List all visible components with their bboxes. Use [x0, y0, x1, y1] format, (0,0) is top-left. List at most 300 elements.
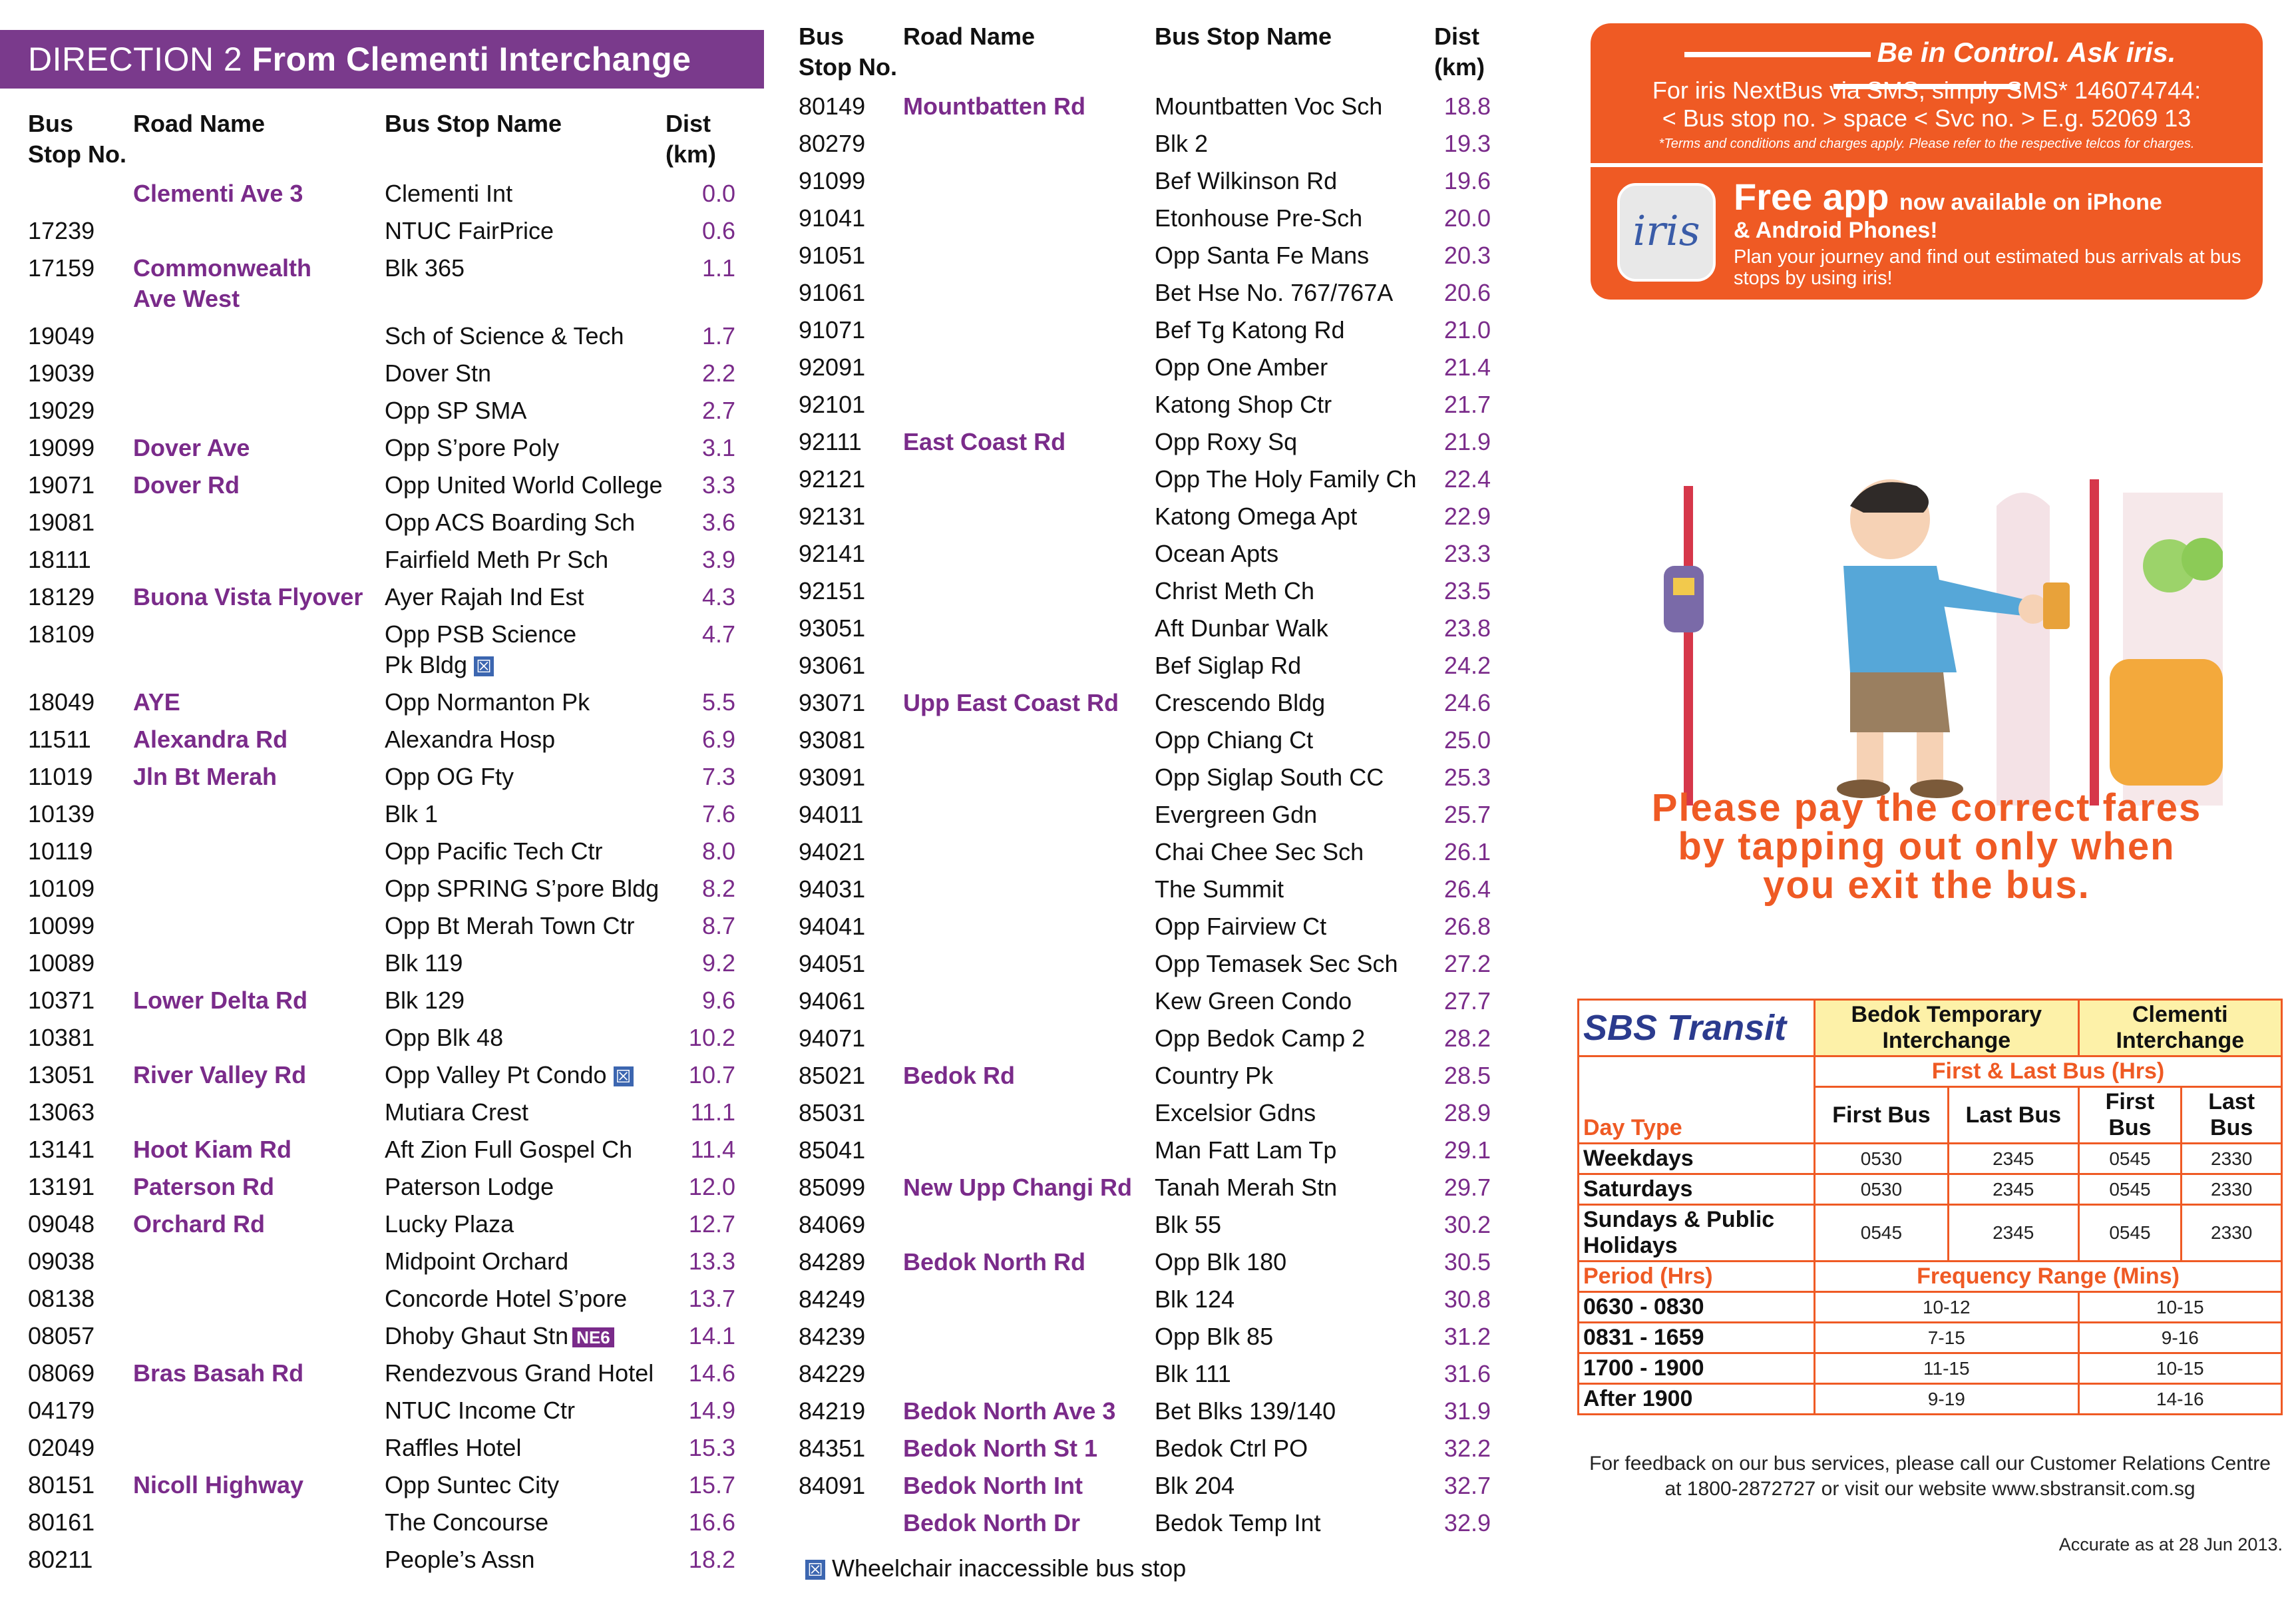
bus-stop-name: Opp Bedok Camp 2 [1155, 1025, 1366, 1052]
bus-stop-name: Opp Chiang Ct [1155, 726, 1314, 754]
road-name: Mountbatten Rd [903, 93, 1085, 120]
distance-km: 32.7 [1443, 1472, 1491, 1499]
fare-notice-line3: you exit the bus. [1763, 863, 2090, 907]
wheelchair-icon: ☒ [805, 1560, 825, 1580]
distance-km: 27.2 [1443, 950, 1491, 977]
distance-km: 3.9 [701, 546, 735, 573]
table-row [782, 1508, 1521, 1538]
table-row [782, 389, 1521, 420]
bus-stop-number: 94031 [799, 875, 866, 903]
frequency-cell: 10-12 [1815, 1292, 2079, 1323]
time-cell: 0545 [2078, 1144, 2182, 1174]
bus-stop-name: NTUC Income Ctr [385, 1397, 576, 1424]
table-row [782, 613, 1521, 644]
distance-km: 3.6 [701, 509, 735, 536]
frequency-heading: Frequency Range (Mins) [1815, 1262, 2282, 1292]
table-row [782, 1321, 1521, 1352]
iris-app-logo: iris [1617, 183, 1716, 282]
direction-title-bar [0, 30, 764, 89]
bus-stop-number: 80279 [799, 130, 866, 157]
distance-km: 23.8 [1443, 614, 1491, 642]
distance-km: 21.7 [1443, 391, 1491, 418]
distance-km: 16.6 [688, 1508, 735, 1536]
bus-stop-number: 92141 [799, 540, 866, 567]
road-name: Orchard Rd [133, 1210, 266, 1238]
bus-stop-name: Blk 55 [1155, 1211, 1222, 1238]
bus-stop-number: 84091 [799, 1472, 866, 1499]
bus-stop-number: 19049 [28, 322, 95, 349]
bus-stop-name: Aft Zion Full Gospel Ch [385, 1136, 633, 1163]
time-cell: 0545 [2078, 1174, 2182, 1205]
bus-stop-number: 91061 [799, 279, 866, 306]
road-name: AYE [133, 688, 180, 716]
table-row [0, 619, 772, 678]
distance-km: 11.1 [690, 1098, 735, 1126]
bus-stop-name: Opp SPRING S’pore Bldg [385, 875, 660, 902]
feedback-notice [1577, 1451, 2283, 1502]
col-bedok-interchange: Bedok Temporary Interchange [1815, 1000, 2079, 1056]
bus-stop-name: Opp S’pore Poly [385, 434, 560, 461]
iris-availability: now available on iPhone [1899, 190, 2162, 215]
frequency-cell: 9-16 [2078, 1323, 2281, 1353]
bus-stop-number: 94011 [799, 801, 864, 828]
bus-stop-name: Bet Hse No. 767/767A [1155, 279, 1394, 306]
table-row [782, 166, 1521, 196]
table-row [0, 985, 772, 1016]
frequency-cell: 10-15 [2078, 1353, 2281, 1384]
table-row [782, 762, 1521, 793]
bus-stop-name: Opp One Amber [1155, 353, 1328, 381]
wheelchair-legend [799, 1553, 1186, 1584]
iris-platforms: & Android Phones! [1734, 218, 1938, 243]
table-row [0, 1507, 772, 1538]
table-row [0, 1395, 772, 1426]
distance-km: 12.0 [688, 1173, 735, 1200]
bus-stop-number: 92091 [799, 353, 866, 381]
distance-km: 19.6 [1443, 167, 1491, 194]
bus-stop-number: 85021 [799, 1062, 866, 1089]
distance-km: 20.3 [1443, 242, 1491, 269]
distance-km: 0.6 [701, 217, 735, 244]
fare-notice-line2: by tapping out only when [1678, 825, 2176, 868]
bus-stop-number: 80161 [28, 1508, 95, 1536]
distance-km: 14.6 [688, 1359, 735, 1387]
bus-stop-number: 17159 [28, 254, 95, 282]
table-row [0, 433, 772, 463]
table-row [782, 576, 1521, 606]
bus-stop-number: 80149 [799, 93, 866, 120]
table-row [0, 545, 772, 575]
bus-stop-name: Dover Stn [385, 359, 492, 387]
bus-stop-name: Blk 119 [385, 949, 463, 977]
bus-stop-name: Midpoint Orchard [385, 1248, 569, 1275]
road-name: Bedok North Rd [903, 1248, 1085, 1275]
bus-stop-number: 93071 [799, 689, 866, 716]
table-row [782, 315, 1521, 346]
time-cell: 2330 [2182, 1144, 2282, 1174]
road-name: Upp East Coast Rd [903, 689, 1119, 716]
table-row [782, 278, 1521, 308]
bus-stop-number: 84351 [799, 1435, 866, 1462]
distance-km: 3.3 [701, 471, 735, 499]
distance-km: 20.0 [1443, 204, 1491, 232]
bus-stop-name: Opp Blk 180 [1155, 1248, 1287, 1275]
first-bus-header: First Bus [2078, 1087, 2182, 1144]
bus-stop-number: 93091 [799, 764, 866, 791]
bus-stop-name: Opp PSB Science Pk Bldg ☒ [385, 620, 577, 678]
bus-stop-name: Alexandra Hosp [385, 726, 556, 753]
road-name: Dover Rd [133, 471, 240, 499]
bus-stop-name: Opp OG Fty [385, 763, 514, 790]
bus-stop-number: 10371 [28, 987, 95, 1014]
period-row-label: 0630 - 0830 [1579, 1292, 1815, 1323]
bus-stop-number: 93061 [799, 652, 866, 679]
iris-free-app: Free app [1734, 176, 1889, 218]
bus-stop-number: 84069 [799, 1211, 866, 1238]
bus-stop-name: Opp ACS Boarding Sch [385, 509, 636, 536]
bus-stop-name: Opp Siglap South CC [1155, 764, 1384, 791]
bus-stop-name: Country Pk [1155, 1062, 1274, 1089]
last-bus-header: Last Bus [2182, 1087, 2282, 1144]
bus-stop-number: 91051 [799, 242, 866, 269]
distance-km: 25.7 [1443, 801, 1491, 828]
distance-km: 24.2 [1443, 652, 1491, 679]
table-row [782, 1023, 1521, 1054]
distance-km: 4.7 [701, 620, 735, 648]
bus-stop-number: 10139 [28, 800, 95, 827]
bus-stop-number: 91041 [799, 204, 866, 232]
bus-stop-number: 19071 [28, 471, 95, 499]
distance-km: 7.6 [701, 800, 735, 827]
bus-stop-number: 13141 [28, 1136, 95, 1163]
first-last-bus-table [1577, 999, 2283, 1415]
distance-km: 31.9 [1443, 1397, 1491, 1425]
distance-km: 10.2 [688, 1024, 735, 1051]
table-row [0, 799, 772, 829]
period-row-label: 0831 - 1659 [1579, 1323, 1815, 1353]
bus-stop-name: Bef Tg Katong Rd [1155, 316, 1345, 344]
distance-km: 27.7 [1443, 987, 1491, 1015]
table-row [782, 128, 1521, 159]
header-stop-name: Bus Stop Name [385, 110, 562, 137]
bus-stop-number: 92121 [799, 465, 866, 493]
distance-km: 29.1 [1443, 1136, 1491, 1164]
first-last-heading: First & Last Bus (Hrs) [1815, 1056, 2282, 1087]
bus-stop-name: Opp Pacific Tech Ctr [385, 837, 603, 865]
bus-stop-number: 92111 [799, 428, 862, 455]
distance-km: 0.0 [701, 180, 735, 207]
table-row [782, 1284, 1521, 1315]
divider-bar [1684, 52, 1871, 57]
bus-stop-name: Raffles Hotel [385, 1434, 522, 1461]
bus-stop-number: 11019 [28, 763, 93, 790]
bus-stop-number: 94061 [799, 987, 866, 1015]
table-row [782, 949, 1521, 979]
bus-stop-name: Ocean Apts [1155, 540, 1279, 567]
bus-stop-name: Chai Chee Sec Sch [1155, 838, 1364, 865]
header-distance: Dist (km) [666, 110, 717, 168]
table-row [0, 507, 772, 538]
bus-stop-name: Katong Omega Apt [1155, 503, 1358, 530]
bus-stop-number: 84219 [799, 1397, 866, 1425]
distance-km: 3.1 [701, 434, 735, 461]
divider [1591, 163, 2263, 167]
table-row [782, 800, 1521, 830]
bus-stop-number: 84289 [799, 1248, 866, 1275]
distance-km: 21.0 [1443, 316, 1491, 344]
iris-terms: *Terms and conditions and charges apply. Please refer to the respective telcos for charges. [1658, 136, 2195, 151]
road-name: Bedok North Ave 3 [903, 1397, 1116, 1425]
header-road-name: Road Name [903, 23, 1036, 50]
bus-stop-name: Opp United World College [385, 471, 663, 499]
wheelchair-inaccessible-icon: ☒ [474, 656, 494, 676]
table-row [0, 1470, 772, 1501]
table-row [0, 873, 772, 904]
bus-stop-number: 19029 [28, 397, 95, 424]
table-row [782, 986, 1521, 1017]
table-row [782, 427, 1521, 457]
distance-km: 8.7 [701, 912, 735, 939]
bus-stop-number: 10381 [28, 1024, 95, 1051]
accuracy-date: Accurate as at 28 Jun 2013. [2058, 1534, 2283, 1554]
bus-stop-name: Opp Bt Merah Town Ctr [385, 912, 635, 939]
table-row [0, 216, 772, 246]
period-row-label: 1700 - 1900 [1579, 1353, 1815, 1384]
bus-stop-name: Blk 129 [385, 987, 465, 1014]
distance-km: 26.1 [1443, 838, 1491, 865]
table-row [782, 1396, 1521, 1427]
first-bus-header: First Bus [1815, 1087, 1949, 1144]
table-row [782, 1098, 1521, 1128]
bus-stop-number: 09038 [28, 1248, 95, 1275]
distance-km: 28.2 [1443, 1025, 1491, 1052]
time-cell: 2330 [2182, 1174, 2282, 1205]
bus-stop-number: 10099 [28, 912, 95, 939]
tap-card-illustration [1650, 466, 2223, 806]
bus-stop-number: 17239 [28, 217, 95, 244]
table-row [782, 1172, 1521, 1203]
table-row [782, 1471, 1521, 1501]
road-name: New Upp Changi Rd [903, 1174, 1132, 1201]
bus-stop-name: Opp The Holy Family Ch [1155, 465, 1417, 493]
bus-stop-number: 02049 [28, 1434, 95, 1461]
time-cell: 2345 [1948, 1205, 2078, 1262]
frequency-cell: 10-15 [2078, 1292, 2281, 1323]
bus-stop-name: Bef Siglap Rd [1155, 652, 1302, 679]
table-row [782, 240, 1521, 271]
bus-stop-number: 80151 [28, 1471, 95, 1499]
distance-km: 32.2 [1443, 1435, 1491, 1462]
bus-stop-name: The Summit [1155, 875, 1284, 903]
table-row [1579, 1144, 2282, 1174]
bus-stop-number: 10119 [28, 837, 93, 865]
bus-stop-number: 08069 [28, 1359, 95, 1387]
road-name: Clementi Ave 3 [133, 180, 303, 207]
time-cell: 0530 [1815, 1144, 1949, 1174]
sbs-transit-logo: SBS Transit [1579, 1000, 1815, 1056]
distance-km: 29.7 [1443, 1174, 1491, 1201]
bus-stop-name: Dhoby Ghaut Stn NE6 [385, 1321, 614, 1351]
distance-km: 18.8 [1443, 93, 1491, 120]
table-row [782, 539, 1521, 569]
bus-stop-name: Blk 2 [1155, 130, 1209, 157]
bus-stop-number: 94021 [799, 838, 866, 865]
mrt-station-code-badge: NE6 [572, 1327, 614, 1347]
distance-km: 9.6 [701, 987, 735, 1014]
bus-stop-name: Bedok Ctrl PO [1155, 1435, 1308, 1462]
distance-km: 25.3 [1443, 764, 1491, 791]
table-row [782, 837, 1521, 867]
bus-stop-name: Blk 365 [385, 254, 465, 282]
bus-stop-name: Crescendo Bldg [1155, 689, 1326, 716]
table-row [782, 688, 1521, 718]
bus-stop-number: 93051 [799, 614, 866, 642]
table-row [0, 582, 772, 612]
distance-km: 32.9 [1443, 1509, 1491, 1536]
distance-km: 13.7 [688, 1285, 735, 1312]
time-cell: 2345 [1948, 1174, 2078, 1205]
road-name: Buona Vista Flyover [133, 583, 363, 610]
distance-km: 11.4 [690, 1136, 735, 1163]
table-row [782, 1247, 1521, 1277]
bus-stop-number: 19081 [28, 509, 95, 536]
bus-stop-name: Aft Dunbar Walk [1155, 614, 1328, 642]
distance-km: 20.6 [1443, 279, 1491, 306]
bus-stop-number: 84249 [799, 1285, 866, 1313]
bus-stop-name: Kew Green Condo [1155, 987, 1352, 1015]
time-cell: 2330 [2182, 1205, 2282, 1262]
bus-stop-name: Rendezvous Grand Hotel [385, 1359, 654, 1387]
bus-stop-name: Opp Fairview Ct [1155, 913, 1327, 940]
direction-label: DIRECTION 2 [28, 41, 243, 78]
bus-stop-number: 80211 [28, 1546, 93, 1573]
distance-km: 25.0 [1443, 726, 1491, 754]
header-stop-name: Bus Stop Name [1155, 23, 1332, 50]
bus-stop-name: Christ Meth Ch [1155, 577, 1315, 604]
distance-km: 2.7 [701, 397, 735, 424]
distance-km: 22.4 [1443, 465, 1491, 493]
table-row [0, 1321, 772, 1351]
table-row [0, 1172, 772, 1202]
day-label: Saturdays [1579, 1174, 1815, 1205]
road-name: Commonwealth Ave West [133, 254, 312, 312]
bus-stop-name: Opp Temasek Sec Sch [1155, 950, 1398, 977]
frequency-cell: 9-19 [1815, 1384, 2079, 1415]
bus-stop-name: Evergreen Gdn [1155, 801, 1318, 828]
bus-stop-number: 92151 [799, 577, 866, 604]
bus-stop-number: 18049 [28, 688, 95, 716]
distance-km: 1.1 [701, 254, 735, 282]
distance-km: 30.8 [1443, 1285, 1491, 1313]
iris-free-app-heading [1734, 175, 2162, 218]
table-row [0, 1358, 772, 1389]
distance-km: 12.7 [688, 1210, 735, 1238]
bus-stop-number: 92101 [799, 391, 866, 418]
road-name: Jln Bt Merah [133, 763, 278, 790]
distance-km: 30.2 [1443, 1211, 1491, 1238]
table-row [0, 1097, 772, 1128]
time-cell: 0530 [1815, 1174, 1949, 1205]
bus-stop-name: Blk 124 [1155, 1285, 1235, 1313]
table-row [0, 911, 772, 941]
distance-km: 4.3 [701, 583, 735, 610]
time-cell: 2345 [1948, 1144, 2078, 1174]
table-row [0, 395, 772, 426]
distance-km: 26.8 [1443, 913, 1491, 940]
bus-stop-number: 18111 [28, 546, 91, 573]
distance-km: 9.2 [701, 949, 735, 977]
table-row [1579, 1323, 2282, 1353]
distance-km: 28.9 [1443, 1099, 1491, 1126]
road-name: Dover Ave [133, 434, 250, 461]
bus-stop-name: People’s Assn [385, 1546, 535, 1573]
road-name: Bedok Rd [903, 1062, 1016, 1089]
table-row [0, 1246, 772, 1277]
distance-km: 14.1 [688, 1322, 735, 1349]
table-row [782, 650, 1521, 681]
table-row [782, 501, 1521, 532]
bus-stop-name: Concorde Hotel S’pore [385, 1285, 628, 1312]
bus-stop-name: Opp Normanton Pk [385, 688, 590, 716]
bus-stop-number: 85099 [799, 1174, 866, 1201]
table-row [0, 724, 772, 755]
table-row [782, 203, 1521, 234]
table-row [782, 1135, 1521, 1166]
distance-km: 8.0 [701, 837, 735, 865]
bus-stop-name: Bet Blks 139/140 [1155, 1397, 1336, 1425]
bus-stop-number: 10089 [28, 949, 95, 977]
bus-stop-name: Clementi Int [385, 180, 513, 207]
iris-sms-instructions [1591, 77, 2263, 132]
bus-stop-name: Blk 111 [1155, 1360, 1231, 1387]
fare-notice [1557, 786, 2296, 907]
bus-stop-name: Opp SP SMA [385, 397, 527, 424]
distance-km: 7.3 [701, 763, 735, 790]
road-name: East Coast Rd [903, 428, 1066, 455]
header-distance: Dist (km) [1434, 23, 1485, 81]
bus-stop-name: Mountbatten Voc Sch [1155, 93, 1383, 120]
table-row [0, 1134, 772, 1165]
distance-km: 24.6 [1443, 689, 1491, 716]
table-row [0, 1433, 772, 1463]
iris-sms-line2: < Bus stop no. > space < Svc no. > E.g. 52069 13 [1662, 105, 2192, 132]
table-row [1579, 1384, 2282, 1415]
table-row [0, 1544, 772, 1575]
table-row [0, 178, 772, 209]
table-row [0, 470, 772, 501]
bus-stop-name: Opp Roxy Sq [1155, 428, 1298, 455]
bus-stop-name: Opp Blk 85 [1155, 1323, 1274, 1350]
bus-stop-name: The Concourse [385, 1508, 549, 1536]
bus-stop-number: 18109 [28, 620, 95, 648]
road-name: Bedok North St 1 [903, 1435, 1098, 1462]
distance-km: 5.5 [701, 688, 735, 716]
table-row [782, 911, 1521, 942]
distance-km: 31.2 [1443, 1323, 1491, 1350]
bus-stop-number: 04179 [28, 1397, 95, 1424]
bus-stop-name: Bef Wilkinson Rd [1155, 167, 1338, 194]
last-bus-header: Last Bus [1948, 1087, 2078, 1144]
time-cell: 0545 [2078, 1205, 2182, 1262]
bus-stop-name: Lucky Plaza [385, 1210, 514, 1238]
header-stop-no: Bus Stop No. [799, 23, 897, 81]
distance-km: 28.5 [1443, 1062, 1491, 1089]
table-row [0, 1209, 772, 1240]
bus-stop-number: 10109 [28, 875, 95, 902]
distance-km: 8.2 [701, 875, 735, 902]
distance-km: 30.5 [1443, 1248, 1491, 1275]
col-clementi-interchange: Clementi Interchange [2078, 1000, 2281, 1056]
